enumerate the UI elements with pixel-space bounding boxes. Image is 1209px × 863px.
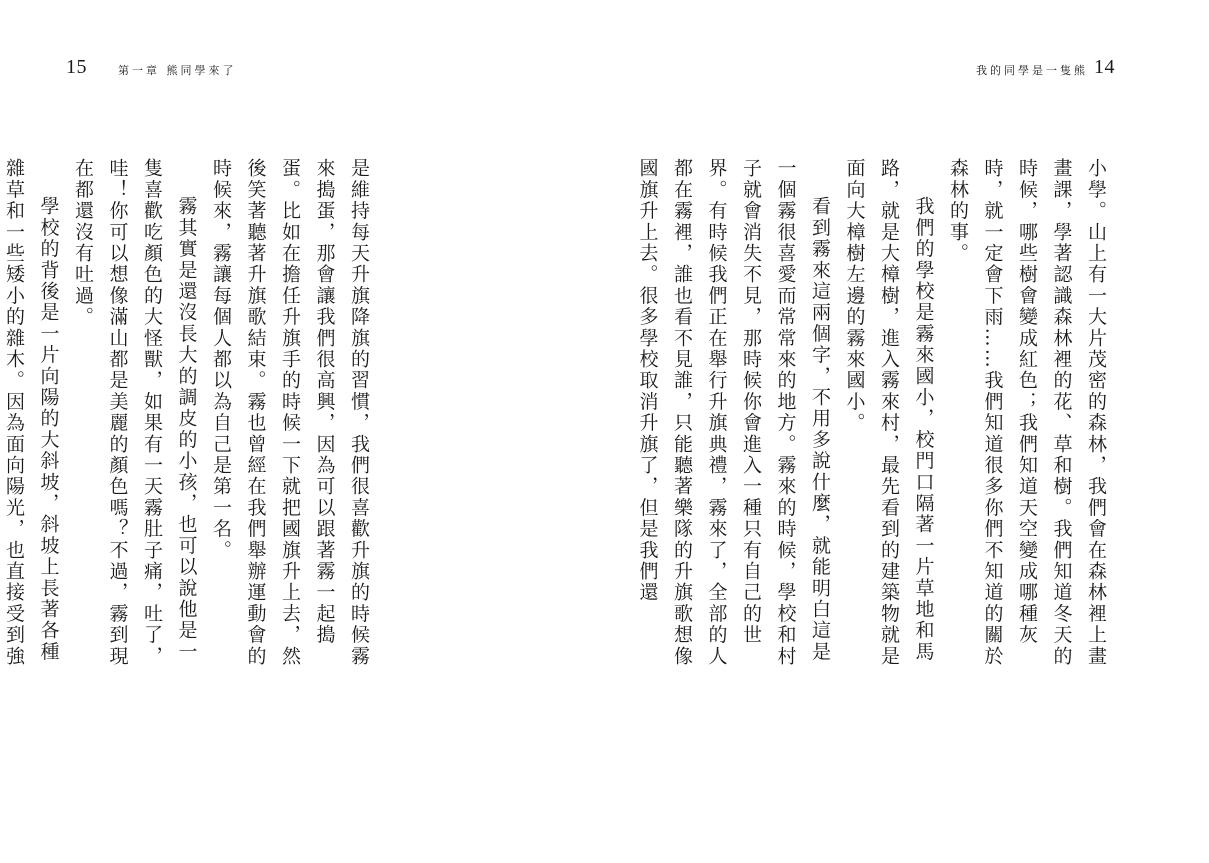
right-page [604,0,1209,863]
paragraph: 霧其實是還沒長大的調皮的小孩，也可以說他是一隻喜歡吃顏色的大怪獸，如果有一天霧肚子痛，吐了，哇！你可以想像滿山都是美麗的顏色嗎？不過，霧到現在都還沒有吐過。 [72,158,198,667]
paragraph: 我們的學校是霧來國小，校門口隔著一片草地和馬路，就是大樟樹，進入霧來村，最先看到的建築物就是面向大樟樹左邊的霧來國小。 [843,158,935,667]
running-head-book-title: 我的同學是一隻熊 [976,64,1088,77]
left-page [0,0,604,863]
paragraph: 是維持每天升旗降旗的習慣，我們很喜歡升旗的時候霧來搗蛋，那會讓我們很高興，因為可以跟著霧一起搗蛋。比如在擔任升旗手的時候一下就把國旗升上去，然後笑著聽著升旗歌結束。霧也曾經在我們舉辦運動會的時候來，霧讓每個人都以為自己是第一名。 [210,158,370,667]
paragraph: 小學。山上有一大片茂密的森林，我們會在森林裡上畫畫課，學著認識森林裡的花、草和樹。我們知道冬天的時候，哪些樹會變成紅色；我們知道天空變成哪種灰時，就一定會下雨……我們知道很多你們不知道的關於森林的事。 [947,158,1107,667]
page-number: 14 [1094,56,1115,78]
body-text [636,158,1113,678]
paragraph: 看到霧來這兩個字，不用多說什麼，就能明白這是一個霧很喜愛而常常來的地方。霧來的時候，學校和村子就會消失不見，那時候你會進入一種只有自己的世界。有時候我們正在舉行升旗典禮，霧來了，全部的人都在霧裡，誰也看不見誰，只能聽著樂隊的升旗歌想像國旗升上去。很多學校取消升旗了，但是我們還 [636,158,831,667]
paragraph: 學校的背後是一片向陽的大斜坡，斜坡上長著各種雜草和一些矮小的雜木。因為面向陽光，也直接受到強 [3,158,60,667]
page-number: 15 [66,56,87,78]
running-head-chapter-title: 第一章 熊同學來了 [118,64,237,77]
body-text [3,158,376,678]
